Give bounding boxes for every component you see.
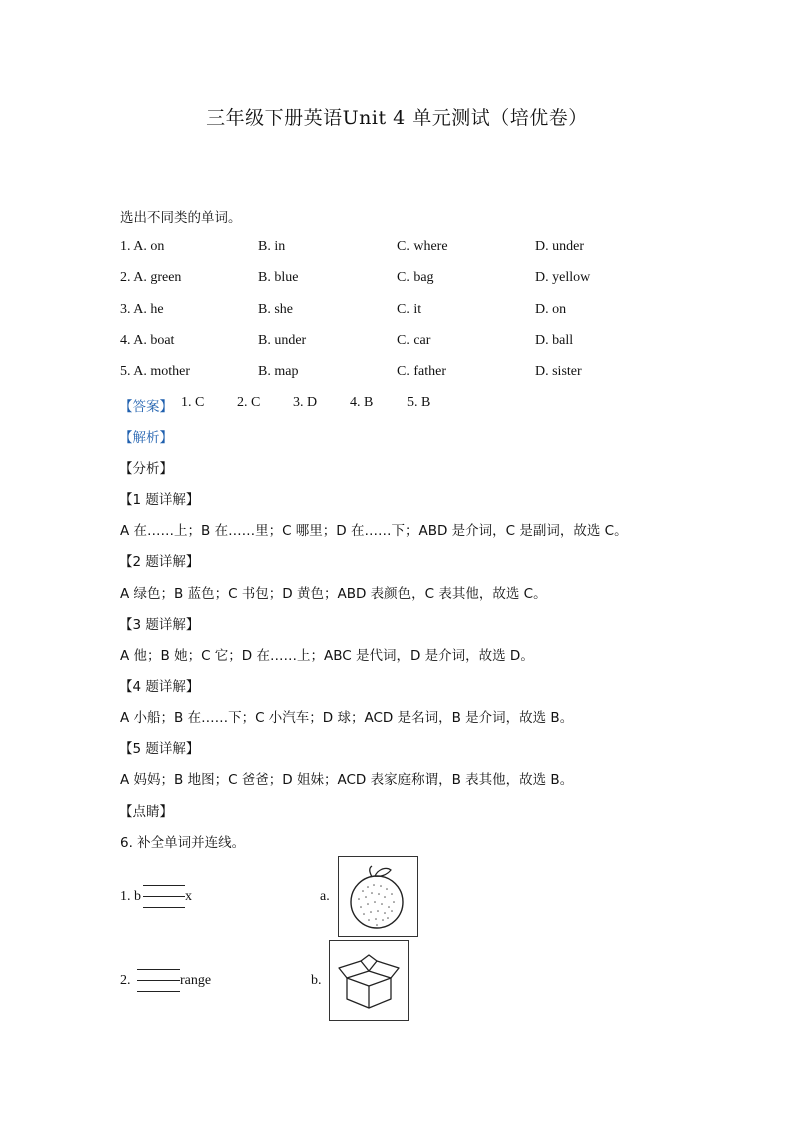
question-1-option-a: 1. A. on xyxy=(120,239,165,254)
orange-picture xyxy=(338,856,418,937)
answer-5: 5. B xyxy=(407,395,431,410)
q6-item1-blank-line xyxy=(143,885,185,886)
question-4-option-a: 4. A. boat xyxy=(120,333,175,348)
q6-item1-suffix: x xyxy=(185,889,192,904)
answer-label: 【答案】 xyxy=(119,399,173,415)
jiexi-label: 【解析】 xyxy=(119,430,173,446)
q6-item2-blank-line xyxy=(137,980,180,981)
question-2-option-a: 2. A. green xyxy=(120,270,182,285)
question-5-option-d: D. sister xyxy=(535,364,582,379)
question-2-option-b: B. blue xyxy=(258,270,299,285)
q6-item1-blank-line xyxy=(143,907,185,908)
orange-icon xyxy=(339,857,417,936)
detail-5-text: A 妈妈；B 地图；C 爸爸；D 姐妹；ACD 表家庭称谓，B 表其他，故选 B。 xyxy=(120,772,574,788)
q6-item1-letter: a. xyxy=(320,889,330,904)
detail-5-label: 【5 题详解】 xyxy=(119,741,200,757)
question-4-option-d: D. ball xyxy=(535,333,574,348)
question-5-option-b: B. map xyxy=(258,364,299,379)
detail-3-text: A 他；B 她；C 它；D 在……上；ABC 是代词，D 是介词，故选 D。 xyxy=(120,648,534,664)
q6-item2-prefix: 2. xyxy=(120,973,131,988)
question-4-option-b: B. under xyxy=(258,333,307,348)
dianjing-label: 【点睛】 xyxy=(119,804,173,820)
box-picture xyxy=(329,940,409,1021)
question-3-option-d: D. on xyxy=(535,302,567,317)
detail-3-label: 【3 题详解】 xyxy=(119,617,200,633)
question-1-option-d: D. under xyxy=(535,239,584,254)
question-1-option-c: C. where xyxy=(397,239,448,254)
question-1-option-b: B. in xyxy=(258,239,286,254)
question-row-1 xyxy=(120,239,720,259)
question-2-option-d: D. yellow xyxy=(535,270,591,285)
question-5-option-a: 5. A. mother xyxy=(120,364,190,379)
answer-4: 4. B xyxy=(350,395,374,410)
question-row-5 xyxy=(120,364,720,384)
question-5-option-c: C. father xyxy=(397,364,446,379)
q6-item2-blank-line xyxy=(137,991,180,992)
question-row-2 xyxy=(120,270,720,290)
answer-3: 3. D xyxy=(293,395,318,410)
answer-1: 1. C xyxy=(181,395,205,410)
question-4-option-c: C. car xyxy=(397,333,431,348)
q6-item1-blank-line xyxy=(143,896,185,897)
question-2-option-c: C. bag xyxy=(397,270,434,285)
detail-4-text: A 小船；B 在……下；C 小汽车；D 球；ACD 是名词，B 是介词，故选 B。 xyxy=(120,710,574,726)
q6-item2-suffix: range xyxy=(180,973,212,988)
question-6-title: 6. 补全单词并连线。 xyxy=(120,835,246,851)
question-row-3 xyxy=(120,302,720,322)
detail-1-text: A 在……上；B 在……里；C 哪里；D 在……下；ABD 是介词，C 是副词，故选 C。 xyxy=(120,523,628,539)
box-icon xyxy=(330,941,408,1020)
question-3-option-a: 3. A. he xyxy=(120,302,164,317)
detail-1-label: 【1 题详解】 xyxy=(119,492,200,508)
fenxi-label: 【分析】 xyxy=(119,461,173,477)
detail-2-text: A 绿色；B 蓝色；C 书包；D 黄色；ABD 表颜色，C 表其他，故选 C。 xyxy=(120,586,547,602)
section-title: 选出不同类的单词。 xyxy=(120,210,242,226)
q6-item2-blank-line xyxy=(137,969,180,970)
q6-item1-prefix: 1. b xyxy=(120,889,141,904)
question-3-option-c: C. it xyxy=(397,302,422,317)
answer-line xyxy=(120,395,720,415)
question-row-4 xyxy=(120,333,720,353)
page-title: 三年级下册英语Unit 4 单元测试（培优卷） xyxy=(206,107,588,129)
detail-2-label: 【2 题详解】 xyxy=(119,554,200,570)
question-3-option-b: B. she xyxy=(258,302,293,317)
answer-2: 2. C xyxy=(237,395,261,410)
detail-4-label: 【4 题详解】 xyxy=(119,679,200,695)
q6-item2-letter: b. xyxy=(311,973,322,988)
